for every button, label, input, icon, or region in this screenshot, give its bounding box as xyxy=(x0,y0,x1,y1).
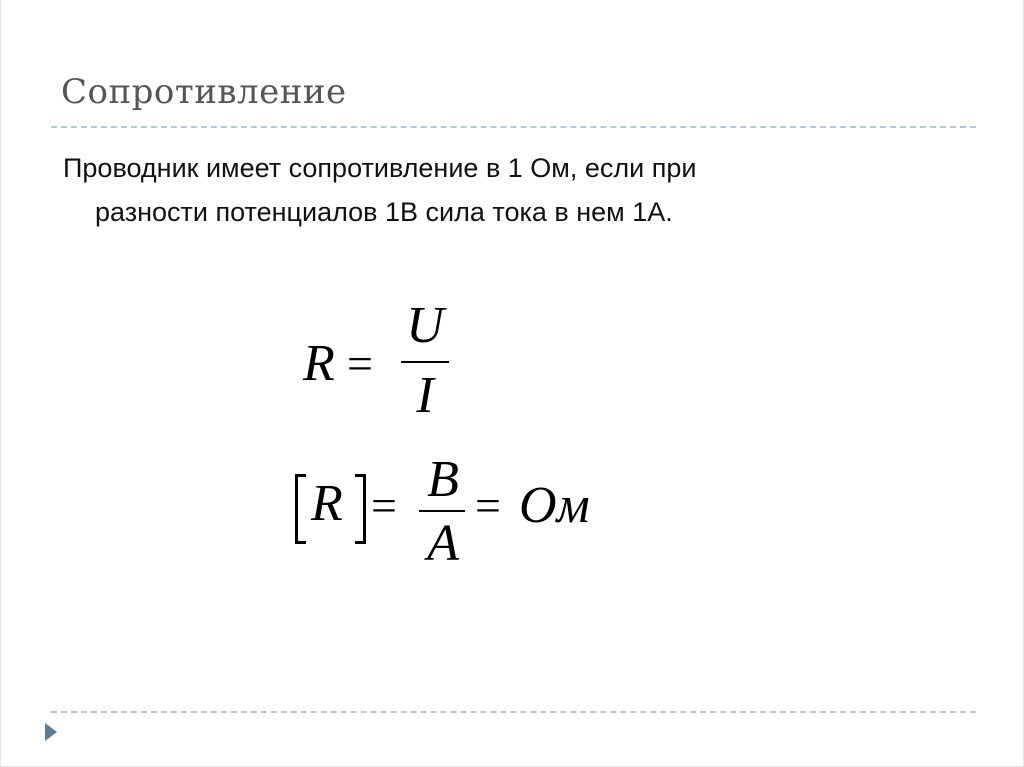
slide-title: Сопротивление xyxy=(61,72,347,112)
formula2-unit: Ом xyxy=(519,477,590,534)
slide-body xyxy=(63,146,943,234)
formula2-lhs: R xyxy=(311,475,343,532)
formula1-equals: = xyxy=(347,338,373,389)
formula2-numerator: В xyxy=(427,451,459,508)
right-bracket xyxy=(355,474,366,544)
formula-ohms-law xyxy=(303,298,463,428)
formula1-fraction-bar xyxy=(401,361,449,363)
left-bracket xyxy=(295,474,306,544)
formula1-lhs: R xyxy=(303,335,335,392)
formula2-denominator: А xyxy=(427,515,459,572)
formula2-equals-2: = xyxy=(475,480,501,531)
triangle-right-icon[interactable] xyxy=(45,723,57,741)
title-divider xyxy=(51,126,976,128)
body-line-1: Проводник имеет сопротивление в 1 Ом, если при xyxy=(63,153,697,183)
formula2-fraction-bar xyxy=(419,510,465,512)
body-line-2: разности потенциалов 1В сила тока в нем 1А. xyxy=(95,197,673,227)
footer-divider xyxy=(51,711,976,713)
formula1-denominator: I xyxy=(416,367,434,424)
formula-units xyxy=(293,452,613,572)
formula2-equals-1: = xyxy=(371,480,397,531)
formula1-numerator: U xyxy=(406,297,444,354)
